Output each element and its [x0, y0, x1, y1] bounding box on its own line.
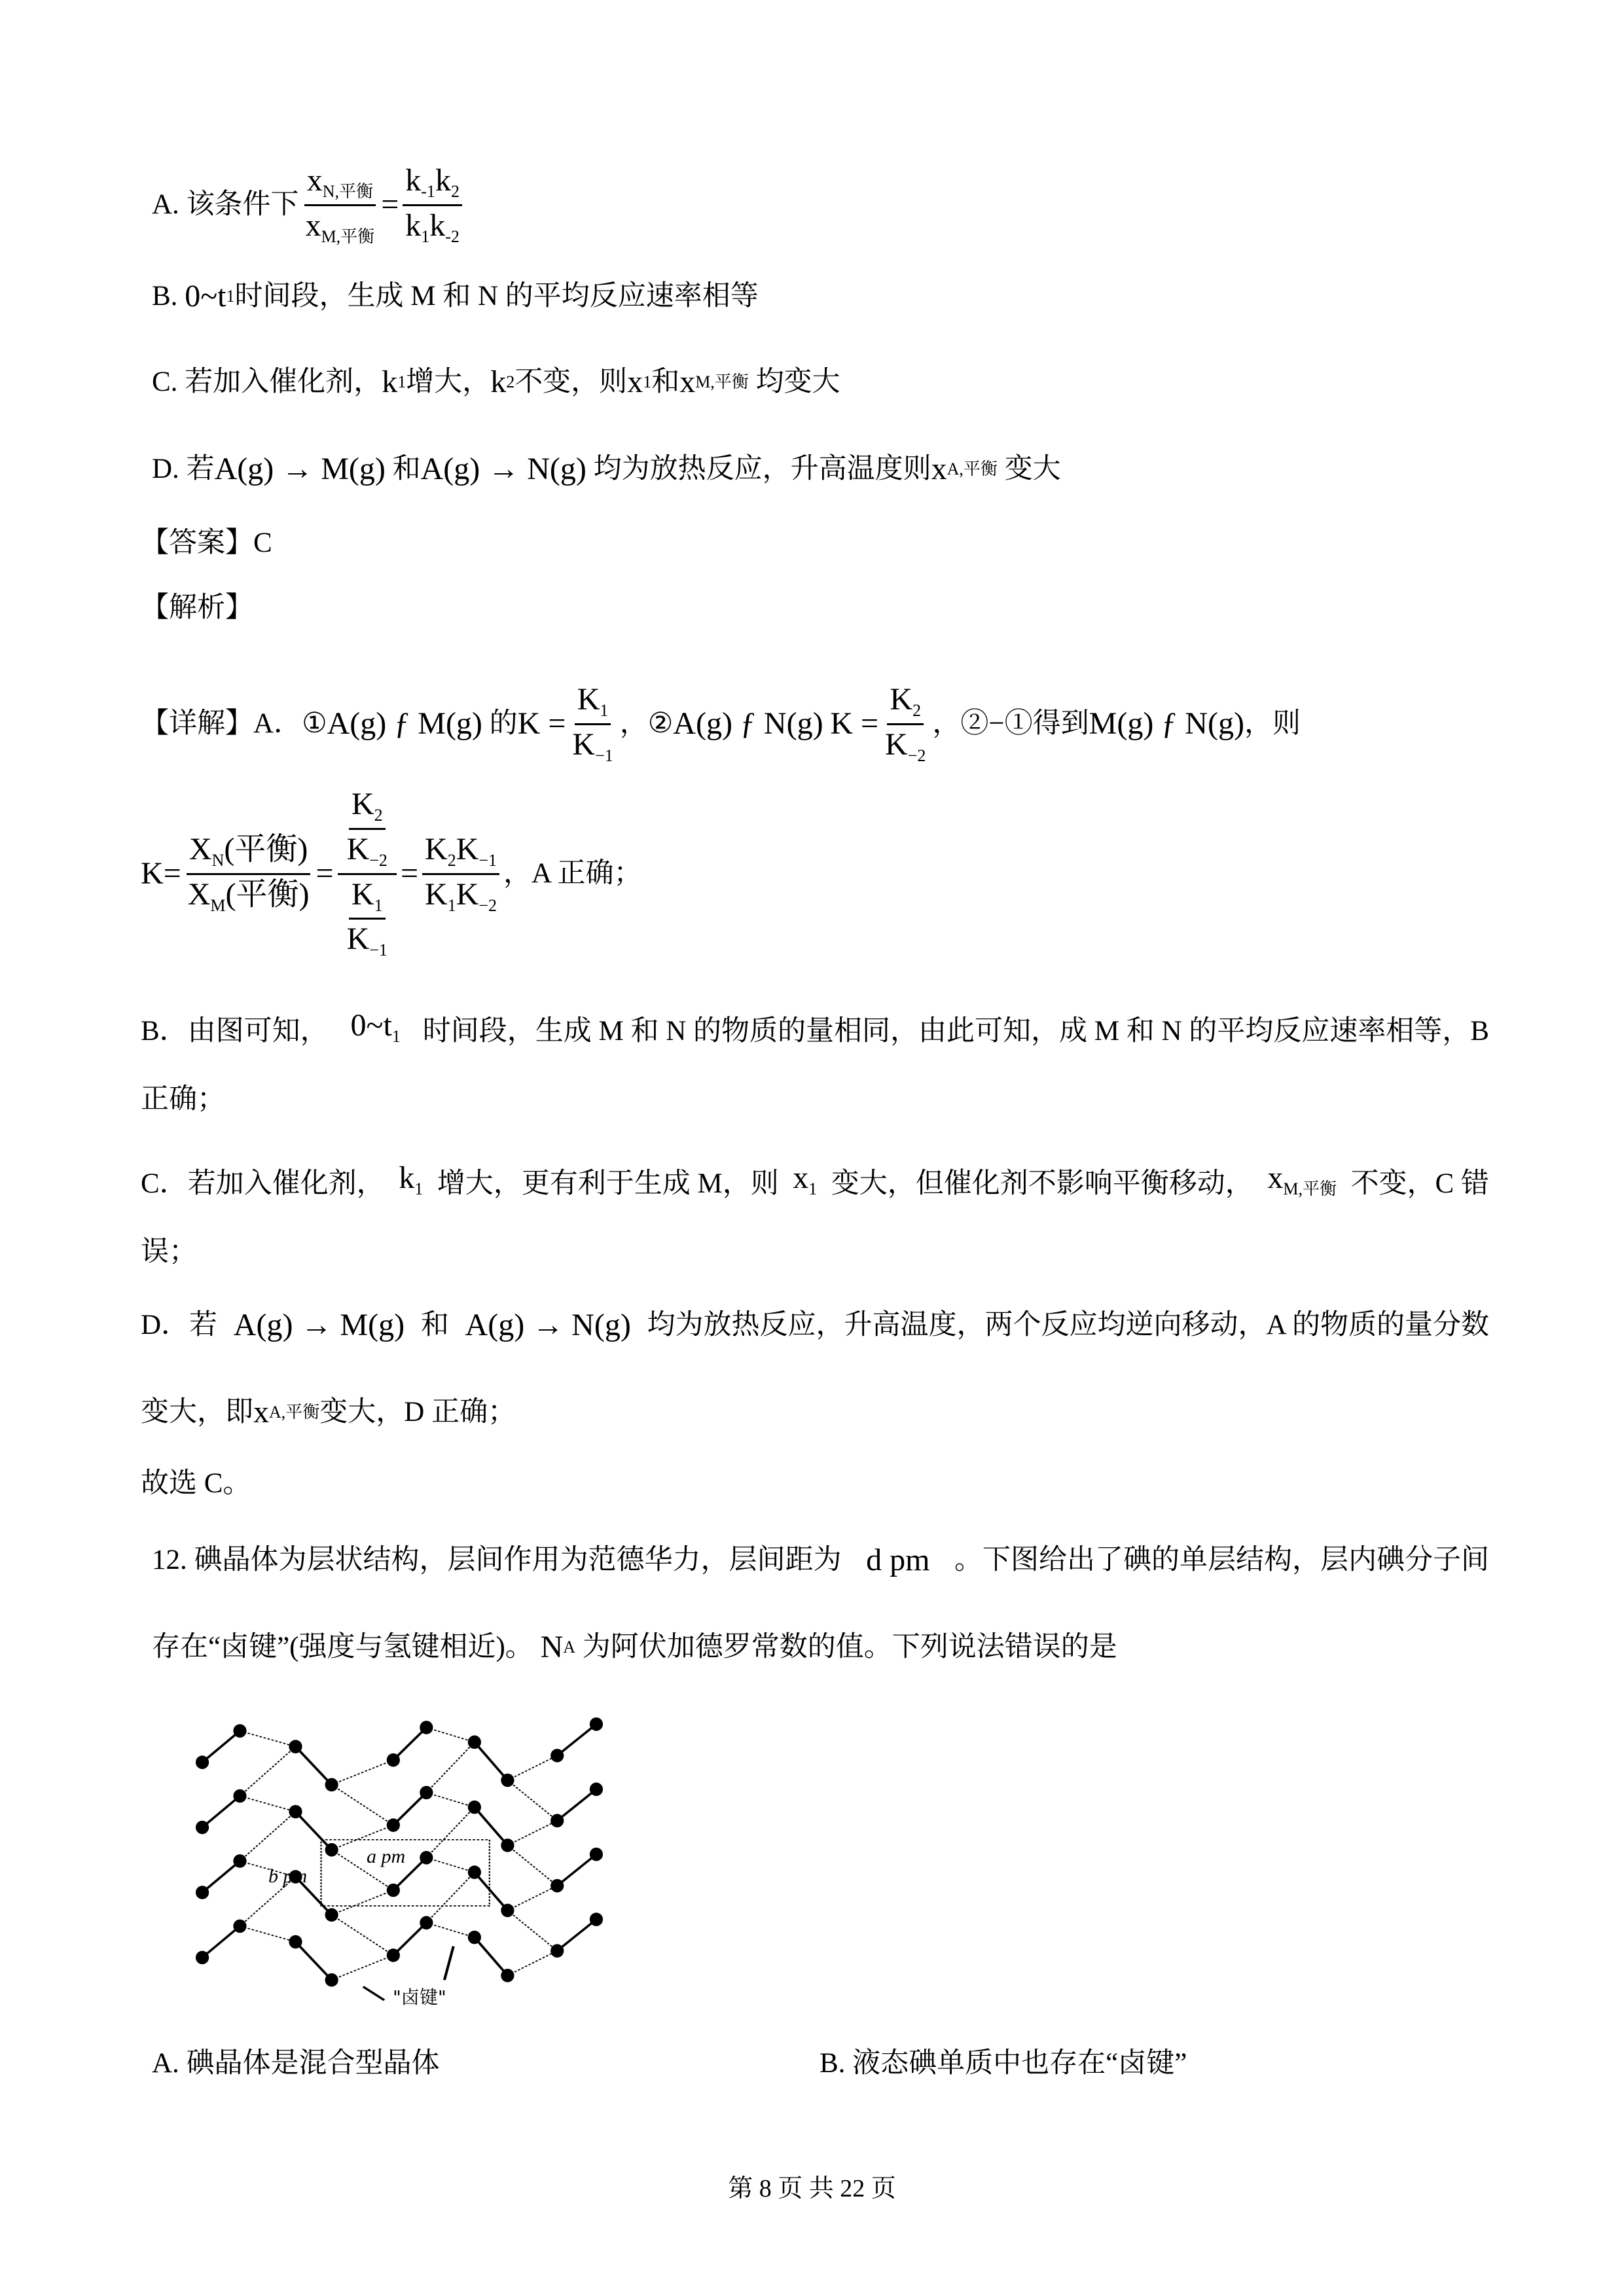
- halogen-bond: [507, 1780, 557, 1821]
- option-label: A.: [152, 189, 179, 221]
- sub: -2: [445, 226, 460, 246]
- halogen-bond: [332, 1760, 393, 1785]
- a-pm-label: a pm: [367, 1846, 406, 1867]
- sub: 1: [391, 1027, 401, 1046]
- covalent-bond: [202, 1926, 240, 1958]
- sub: −2: [478, 895, 497, 915]
- iodine-atom: [501, 1904, 514, 1918]
- compound-fraction: [338, 787, 397, 960]
- covalent-bond: [557, 1724, 596, 1755]
- var: x: [679, 365, 696, 399]
- var: k: [490, 365, 507, 399]
- fraction: [344, 878, 390, 960]
- var: K: [346, 831, 370, 867]
- text: 变大，D 正确；: [319, 1397, 516, 1427]
- text: (平衡): [225, 876, 310, 912]
- var: X: [187, 876, 211, 912]
- text: 。下图给出了碘的单层结构，层内碘分子间: [954, 1545, 1489, 1575]
- fraction: [422, 833, 499, 915]
- reaction: M(g) ƒ N(g): [1089, 706, 1244, 741]
- text: 为阿伏加德罗常数的值。下列说法错误的是: [582, 1632, 1117, 1662]
- text: 的: [489, 708, 518, 739]
- covalent-bond: [202, 1731, 240, 1763]
- sub: 1: [397, 372, 406, 391]
- halogen-bond: [507, 1910, 557, 1951]
- option-d: [152, 450, 1061, 489]
- sub: -1: [421, 182, 435, 201]
- halogen-bond: [507, 1886, 557, 1910]
- text: 不变，则: [514, 367, 628, 397]
- text: 【详解】A．: [141, 708, 302, 739]
- var: K: [351, 876, 374, 912]
- halogen-bond: [240, 1926, 295, 1942]
- iodine-atom: [590, 1912, 603, 1926]
- reaction: A(g) → M(g): [233, 1308, 405, 1342]
- analysis-heading: 【解析】: [141, 592, 253, 623]
- text: ①: [302, 708, 327, 739]
- arrow-left: [363, 1986, 384, 2000]
- sub: 1: [643, 372, 652, 391]
- text: 变大，即: [141, 1397, 253, 1427]
- option-label: B.: [152, 281, 178, 312]
- q12-option-a: A. 碘晶体是混合型晶体: [152, 2048, 440, 2079]
- var: x: [1267, 1160, 1284, 1195]
- sub: M,平衡: [321, 226, 375, 246]
- option-a: [152, 164, 466, 246]
- text: 时间段，生成 M 和 N 的物质的量相同，由此可知，成 M 和 N 的平均反应速率相等，B: [422, 1015, 1489, 1047]
- halogen-bond: [426, 1742, 475, 1793]
- var: k: [435, 163, 451, 198]
- option-c: [152, 363, 840, 402]
- detail-b: [141, 1006, 1489, 1056]
- sub: M,平衡: [1283, 1179, 1337, 1198]
- text: 若: [186, 454, 215, 484]
- halogen-bond: [507, 1821, 557, 1846]
- var: K: [425, 831, 448, 867]
- sub: 1: [447, 895, 456, 915]
- text: 均为放热反应，升高温度，两个反应均逆向移动，A 的物质的量分数: [647, 1310, 1489, 1340]
- halogen-bond: [332, 1890, 393, 1915]
- text: ，: [619, 708, 648, 739]
- iodine-atom: [468, 1735, 481, 1749]
- halogen-bond: [507, 1755, 557, 1780]
- iodine-atom: [233, 1789, 246, 1803]
- fraction: [303, 164, 378, 246]
- sub: A,平衡: [947, 459, 998, 478]
- text: 均为放热反应，升高温度则: [593, 454, 931, 484]
- halogen-bond: [426, 1807, 475, 1857]
- iodine-atom: [590, 1848, 603, 1861]
- q12-option-b: B. 液态碘单质中也存在“卤键”: [820, 2048, 1187, 2079]
- sub: A: [563, 1638, 576, 1657]
- var: K: [885, 726, 908, 762]
- option-text: 该条件下: [186, 189, 299, 221]
- iodine-atom: [387, 1884, 400, 1897]
- iodine-atom: [289, 1935, 302, 1949]
- sub: 2: [450, 182, 460, 201]
- var: x: [793, 1160, 809, 1195]
- math: 0~t: [350, 1008, 392, 1043]
- var: X: [189, 831, 212, 867]
- covalent-bond: [393, 1793, 427, 1825]
- detail-b-cont: 正确；: [141, 1084, 225, 1115]
- var: k: [405, 163, 422, 198]
- covalent-bond: [475, 1742, 508, 1780]
- b-pm-label: b pm: [268, 1865, 308, 1887]
- iodine-atom: [196, 1821, 209, 1835]
- option-label: C.: [152, 367, 178, 397]
- halogen-bond: [426, 1873, 475, 1923]
- equals: =: [381, 187, 399, 223]
- iodine-atom: [590, 1782, 603, 1796]
- sub: −2: [369, 850, 388, 870]
- covalent-bond: [475, 1807, 508, 1845]
- var: K: [456, 876, 479, 912]
- var: K: [425, 876, 448, 912]
- answer: 【答案】C: [141, 528, 272, 558]
- var: x: [931, 452, 947, 486]
- halogen-bond: [507, 1845, 557, 1886]
- iodine-atom: [468, 1931, 481, 1945]
- text: 均变大: [755, 367, 840, 397]
- iodine-atom: [550, 1944, 564, 1958]
- fraction: [344, 787, 390, 870]
- iodine-atom: [420, 1786, 433, 1800]
- iodine-atom: [196, 1886, 209, 1899]
- iodine-atom: [387, 1948, 400, 1962]
- text: B．由图可知，: [141, 1015, 329, 1047]
- sub: N: [211, 850, 225, 870]
- math: 0~t: [185, 279, 226, 314]
- option-label: D.: [152, 454, 179, 484]
- conclusion: 故选 C。: [141, 1468, 251, 1499]
- option-text: 时间段，生成 M 和 N 的平均反应速率相等: [234, 281, 759, 312]
- sub: N,平衡: [322, 182, 374, 201]
- text: C．若加入催化剂，: [141, 1168, 385, 1199]
- sub: 1: [414, 1179, 424, 1198]
- sub: 1: [600, 700, 609, 720]
- var: d pm: [866, 1543, 930, 1577]
- detail-c: [141, 1158, 1489, 1209]
- covalent-bond: [295, 1747, 331, 1785]
- page-footer: 第 8 页 共 22 页: [728, 2175, 896, 2202]
- sub: −1: [595, 745, 613, 765]
- iodine-atom: [387, 1818, 400, 1832]
- halogen-bond: [426, 1793, 475, 1807]
- sub: 1: [808, 1179, 818, 1198]
- var: K: [456, 831, 479, 867]
- iodine-atom: [550, 1814, 564, 1827]
- iodine-atom: [289, 1805, 302, 1819]
- text: 增大，更有利于生成 M，则: [437, 1168, 779, 1199]
- text: ②: [647, 708, 674, 739]
- text: 和: [392, 454, 421, 484]
- sub: 2: [447, 850, 456, 870]
- sub: 2: [912, 700, 922, 720]
- iodine-atom: [420, 1851, 433, 1865]
- text: ，A 正确；: [503, 858, 642, 889]
- text: 和: [651, 367, 680, 397]
- text: D．若: [141, 1310, 218, 1340]
- var: k: [399, 1160, 415, 1195]
- text: (平衡): [224, 831, 308, 867]
- text: 若加入催化剂，: [185, 367, 382, 397]
- halogen-bond: [332, 1915, 393, 1956]
- var: x: [305, 207, 321, 243]
- sub: M,平衡: [695, 372, 749, 391]
- text: 存在“卤键”(强度与氢键相近)。: [152, 1632, 533, 1662]
- reaction: A(g) → N(g): [465, 1308, 631, 1342]
- covalent-bond: [295, 1812, 331, 1850]
- text: ，则: [1244, 708, 1301, 739]
- iodine-atom: [233, 1724, 246, 1738]
- unit-cell-box: [321, 1840, 490, 1906]
- var: K =: [830, 706, 879, 741]
- var: k: [429, 207, 446, 243]
- text: 增大，: [406, 367, 491, 397]
- q12-stem-line1: [152, 1541, 1489, 1580]
- reaction: A(g) ƒ N(g): [673, 706, 823, 741]
- iodine-atom: [387, 1753, 400, 1767]
- covalent-bond: [393, 1923, 427, 1956]
- q12-stem-line2: [152, 1628, 1117, 1667]
- iodine-atom: [590, 1717, 603, 1731]
- iodine-atom: [468, 1801, 481, 1814]
- iodine-atom: [196, 1755, 209, 1769]
- var: x: [253, 1395, 269, 1429]
- halogen-bond: [240, 1796, 295, 1812]
- halogen-bond: [507, 1951, 557, 1976]
- fraction: [185, 833, 312, 915]
- var: K: [890, 681, 913, 717]
- halogen-bond-label: "卤键": [393, 1986, 446, 2008]
- covalent-bond: [557, 1920, 596, 1951]
- iodine-atom: [501, 1774, 514, 1787]
- detail-line-1: [141, 681, 1301, 765]
- detail-c-cont: 误；: [141, 1236, 197, 1267]
- text: 变大: [1004, 454, 1061, 484]
- var: N: [540, 1630, 564, 1664]
- iodine-atom: [196, 1951, 209, 1965]
- var: K: [346, 922, 370, 957]
- halogen-bond: [240, 1731, 295, 1747]
- var: K =: [517, 706, 566, 741]
- sub: −1: [369, 941, 388, 960]
- covalent-bond: [557, 1789, 596, 1821]
- sub: M: [210, 895, 226, 915]
- text: 和: [420, 1310, 449, 1340]
- iodine-atom: [233, 1920, 246, 1933]
- halogen-bond: [240, 1812, 295, 1861]
- covalent-bond: [393, 1727, 427, 1760]
- sub: 1: [421, 226, 430, 246]
- covalent-bond: [475, 1873, 508, 1910]
- sub: 1: [374, 895, 383, 915]
- reaction: A(g) → M(g): [214, 452, 386, 486]
- detail-d-cont: [141, 1393, 516, 1432]
- covalent-bond: [295, 1942, 331, 1980]
- halogen-bond: [426, 1923, 475, 1937]
- covalent-bond: [202, 1796, 240, 1827]
- text: 变大，但催化剂不影响平衡移动，: [831, 1168, 1254, 1199]
- fraction: [882, 683, 928, 765]
- iodine-atom: [420, 1916, 433, 1929]
- sub: 2: [374, 806, 383, 825]
- halogen-bond: [332, 1785, 393, 1825]
- fraction: [569, 683, 615, 765]
- detail-line-2: [141, 785, 641, 962]
- halogen-bond: [240, 1747, 295, 1796]
- iodine-atom: [501, 1969, 514, 1982]
- text: ，②−①得到: [932, 708, 1089, 739]
- text: 不变，C 错: [1350, 1168, 1489, 1199]
- iodine-atom: [325, 1973, 338, 1987]
- equals: =: [400, 856, 419, 891]
- iodine-atom: [325, 1843, 338, 1857]
- var: x: [306, 163, 323, 198]
- var: K: [572, 726, 596, 762]
- sub: A,平衡: [269, 1403, 320, 1422]
- halogen-bond: [332, 1955, 393, 1980]
- arrow-up: [444, 1946, 454, 1980]
- var: K: [577, 681, 600, 717]
- var: k: [405, 207, 422, 243]
- fraction: [403, 164, 462, 246]
- sub: 1: [226, 287, 235, 306]
- detail-d: [141, 1306, 1489, 1345]
- halogen-bond: [426, 1857, 475, 1872]
- sub: 2: [506, 372, 515, 391]
- var: K: [351, 787, 374, 822]
- reaction: A(g) → N(g): [420, 452, 586, 486]
- iodine-layer-structure-figure: [177, 1702, 622, 2016]
- iodine-atom: [233, 1854, 246, 1868]
- var: x: [627, 365, 643, 399]
- sub: −2: [907, 745, 926, 765]
- iodine-atom: [420, 1721, 433, 1734]
- iodine-atom: [550, 1879, 564, 1893]
- option-b: [152, 277, 759, 316]
- iodine-atom: [289, 1740, 302, 1753]
- halogen-bond: [426, 1727, 475, 1742]
- covalent-bond: [202, 1861, 240, 1892]
- iodine-atom: [325, 1908, 338, 1922]
- iodine-atom: [325, 1778, 338, 1792]
- var: k: [382, 365, 398, 399]
- covalent-bond: [475, 1937, 508, 1975]
- reaction: A(g) ƒ M(g): [327, 706, 482, 741]
- equals: =: [316, 856, 334, 891]
- iodine-atom: [468, 1865, 481, 1879]
- sub: −1: [478, 850, 497, 870]
- covalent-bond: [557, 1854, 596, 1886]
- text: 12. 碘晶体为层状结构，层间作用为范德华力，层间距为: [152, 1545, 842, 1575]
- iodine-atom: [501, 1839, 514, 1852]
- iodine-atom: [550, 1749, 564, 1763]
- var: K=: [141, 856, 181, 891]
